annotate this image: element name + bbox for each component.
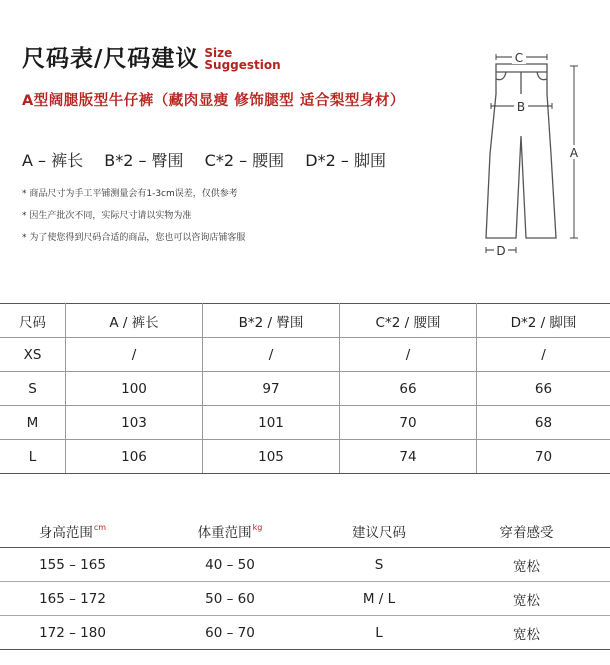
table-cell: 155 – 165 xyxy=(0,548,145,582)
table-cell: 40 – 50 xyxy=(145,548,315,582)
fit-recommendation-table xyxy=(0,515,610,650)
table-row xyxy=(0,548,610,582)
table-cell: 60 – 70 xyxy=(145,616,315,650)
table-row xyxy=(0,616,610,650)
table-row xyxy=(0,372,610,406)
table-cell: 宽松 xyxy=(443,582,610,616)
note-item: * 因生产批次不同，实际尺寸请以实物为准 xyxy=(22,211,192,221)
table-cell: M xyxy=(0,406,66,440)
table-cell: S xyxy=(315,548,443,582)
note-item: * 为了使您得到尺码合适的商品，您也可以咨询店铺客服 xyxy=(22,233,246,243)
table-cell: S xyxy=(0,372,66,406)
weight-unit: kg xyxy=(252,523,263,532)
table-cell: 100 xyxy=(66,372,203,406)
diagram-label-d: D xyxy=(496,244,506,258)
table-row xyxy=(0,406,610,440)
diagram-label-a: A xyxy=(569,146,579,160)
table-cell: / xyxy=(477,338,610,372)
product-subtitle: A型阔腿版型牛仔裤（藏肉显瘦 修饰腿型 适合梨型身材） xyxy=(22,93,405,109)
size-table xyxy=(0,303,610,474)
size-header-c: C*2 / 腰围 xyxy=(340,304,477,338)
table-cell: 103 xyxy=(66,406,203,440)
table-cell: 74 xyxy=(340,440,477,474)
notes-list xyxy=(22,187,245,253)
dimension-b: B*2 – 臀围 xyxy=(104,151,184,170)
dimension-legend xyxy=(22,148,402,171)
dimension-c: C*2 – 腰围 xyxy=(204,151,285,170)
size-table-header xyxy=(0,304,610,338)
size-header-size: 尺码 xyxy=(0,304,66,338)
dimension-a: A – 裤长 xyxy=(22,151,84,170)
table-row xyxy=(0,338,610,372)
table-cell: 172 – 180 xyxy=(0,616,145,650)
table-cell: 66 xyxy=(340,372,477,406)
fit-table-header xyxy=(0,515,610,548)
diagram-label-b: B xyxy=(516,100,526,114)
table-cell: 50 – 60 xyxy=(145,582,315,616)
size-header-b: B*2 / 臀围 xyxy=(203,304,340,338)
note-item: * 商品尺寸为手工平铺测量会有1-3cm误差，仅供参考 xyxy=(22,189,238,199)
page-title: 尺码表/尺码建议 xyxy=(22,46,200,72)
page-header xyxy=(22,40,281,73)
fit-header-feel: 穿着感受 xyxy=(443,515,610,548)
table-row xyxy=(0,582,610,616)
table-cell: 106 xyxy=(66,440,203,474)
jeans-outline xyxy=(486,64,556,238)
table-row xyxy=(0,440,610,474)
title-en-line-1: Size xyxy=(204,46,233,60)
height-unit: cm xyxy=(93,523,107,532)
table-cell: 70 xyxy=(477,440,610,474)
table-cell: 101 xyxy=(203,406,340,440)
fit-header-size: 建议尺码 xyxy=(315,515,443,548)
size-header-a: A / 裤长 xyxy=(66,304,203,338)
fit-header-weight: 体重范围$^{kg}$ xyxy=(145,515,315,548)
table-cell: 宽松 xyxy=(443,616,610,650)
table-cell: / xyxy=(340,338,477,372)
table-cell: 68 xyxy=(477,406,610,440)
size-header-d: D*2 / 脚围 xyxy=(477,304,610,338)
table-cell: XS xyxy=(0,338,66,372)
table-cell: 105 xyxy=(203,440,340,474)
table-cell: 97 xyxy=(203,372,340,406)
table-cell: 70 xyxy=(340,406,477,440)
dimension-d: D*2 – 脚围 xyxy=(305,151,386,170)
title-en-line-2: Suggestion xyxy=(204,58,281,72)
table-cell: 165 – 172 xyxy=(0,582,145,616)
diagram-label-c: C xyxy=(514,51,524,65)
page-title-en xyxy=(204,47,280,71)
table-cell: 宽松 xyxy=(443,548,610,582)
jeans-measurement-diagram xyxy=(472,44,592,264)
table-cell: L xyxy=(315,616,443,650)
table-cell: / xyxy=(66,338,203,372)
fit-header-height: 身高范围$^{cm}$ xyxy=(0,515,145,548)
table-cell: M / L xyxy=(315,582,443,616)
table-cell: L xyxy=(0,440,66,474)
table-cell: 66 xyxy=(477,372,610,406)
table-cell: / xyxy=(203,338,340,372)
